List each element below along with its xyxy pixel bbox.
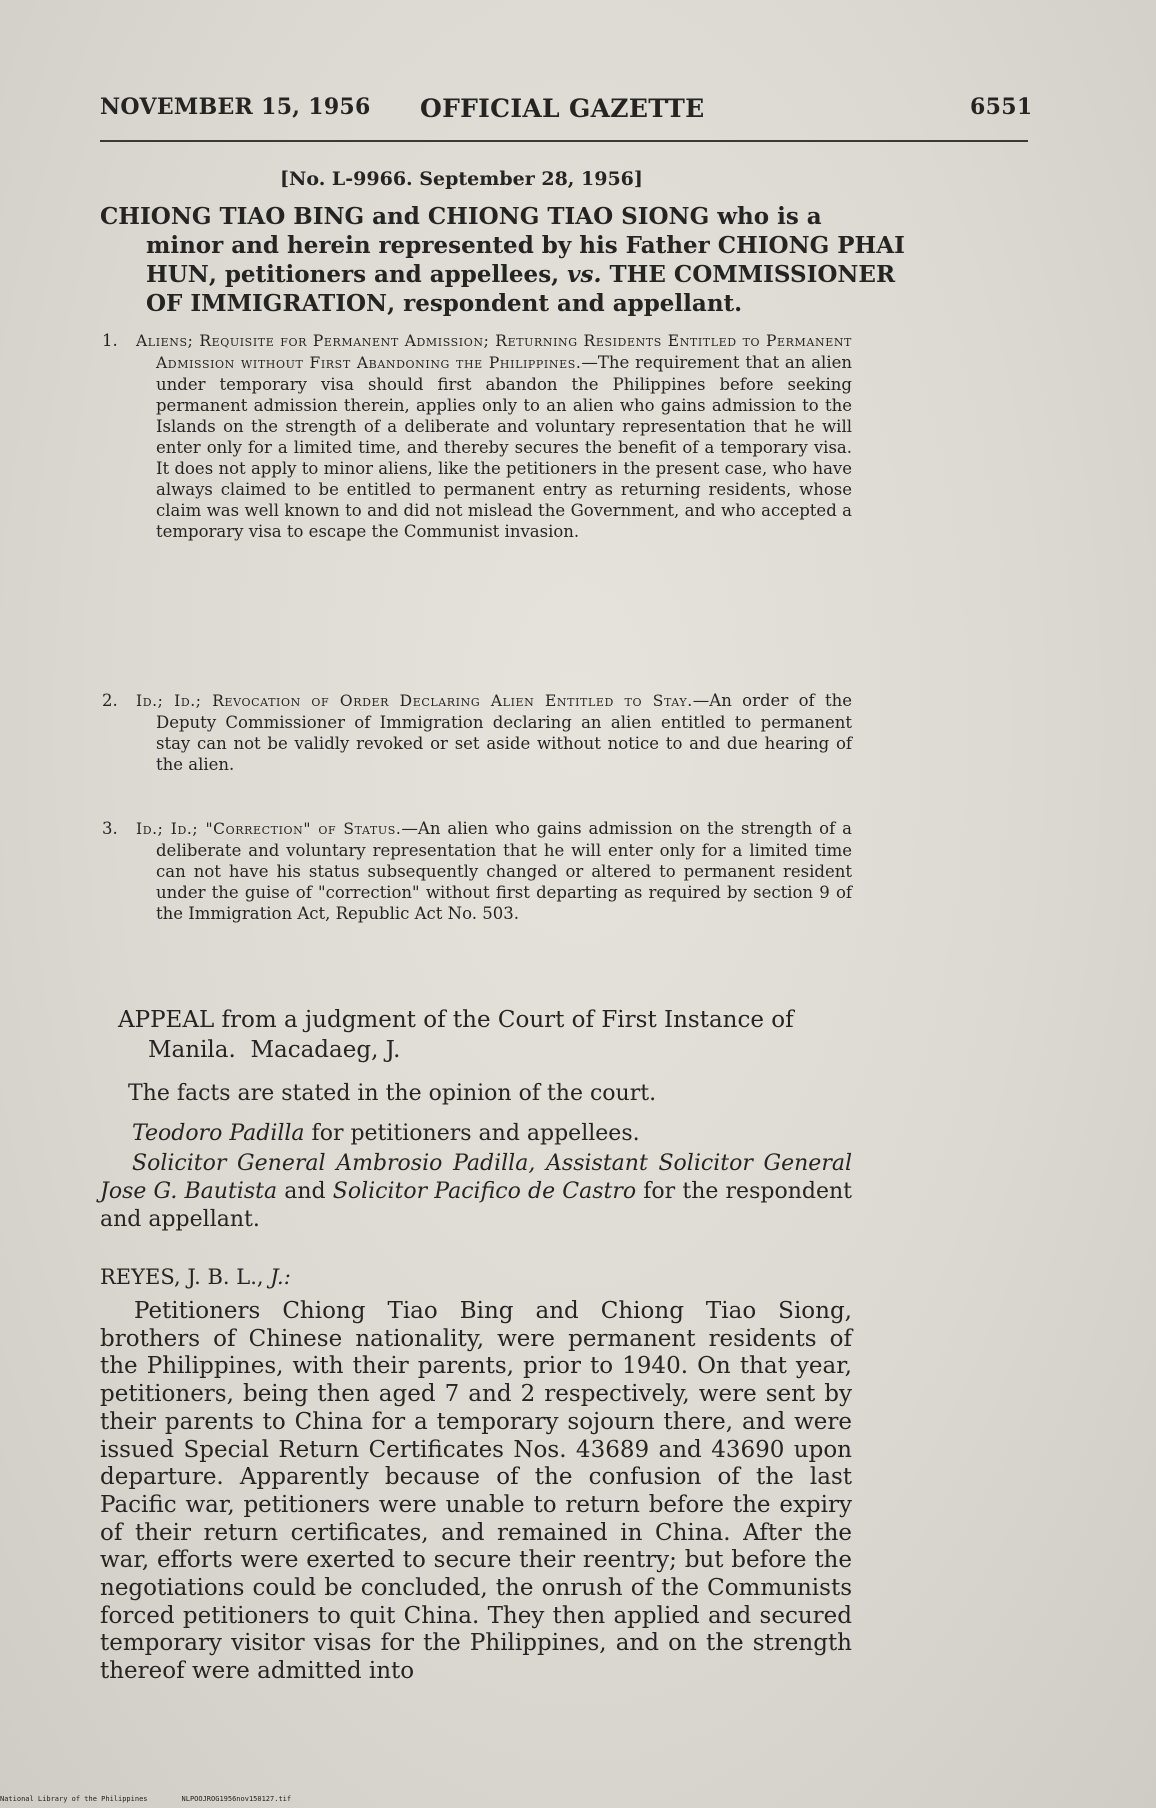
syllabus-heading: Id.; Id.; Revocation of Order Declaring Alien Entitled to Stay. [136,692,693,710]
trial-judge: Macadaeg, J. [250,1037,401,1063]
counsel-appellant: Solicitor General Ambrosio Padilla, Assistant Solicitor General Jose G. Bautista and Solicitor Pacifico de Castro for the respondent and appellant. [100,1151,852,1232]
case-parties: CHIONG TIAO BING and CHIONG TIAO SIONG who is a minor and herein represented by his Father CHIONG PHAI HUN, petitioners and appellees, vs. THE COMMISSIONER OF IMMIGRATION, respondent and appellant. [100,203,905,317]
party-name: CHIONG TIAO BING [100,203,365,230]
scan-footer: National Library of the Philippines NLPOOJROG1956nov150127.tif [0,1795,292,1803]
party-name: CHIONG PHAI HUN [146,232,905,288]
case-number: [No. L-9966. September 28, 1956] [280,168,643,190]
syllabus-number: 2. [102,691,118,710]
syllabus-heading: Id.; Id.; "Correction" of Status. [136,820,402,838]
opinion-text: Petitioners Chiong Tiao Bing and Chiong Tiao Siong, brothers of Chinese nationality, were permanent residents of the Philippines, with their parents, prior to 1940. On that year, petitioners, being then aged 7 and 2 respectively, were sent by their parents to China for a temporary sojourn there, and were issued Special Return Certificates Nos. 43689 and 43690 upon departure. Apparently because of the confusion of the last Pacific war, petitioners were unable to return before the expiry of their return certificates, and remained in China. After the war, efforts were exerted to secure their reentry; but before the negotiations could be concluded, the onrush of the Communists forced petitioners to quit China. They then applied and secured temporary visitor visas for the Philippines, and on the strength thereof were admitted into [100,1298,852,1685]
ponente: REYES, J. B. L., J.: [100,1265,291,1289]
syllabus-number: 3. [102,819,118,838]
syllabus-item [102,330,852,542]
header-title: OFFICIAL GAZETTE [420,94,705,123]
syllabus-number: 1. [102,331,118,350]
header-rule [100,140,1028,142]
syllabus-item [102,818,852,924]
header-date: NOVEMBER 15, 1956 [100,94,371,120]
syllabus-item [102,690,852,775]
syllabus-heading: Aliens; Requisite for Permanent Admission; Returning Residents Entitled to Permanent Admission without First Abandoning the Philippines. [136,332,852,372]
counsel-appellees: Teodoro Padilla for petitioners and appellees. [132,1121,640,1146]
facts-statement: The facts are stated in the opinion of the court. [128,1081,657,1106]
page-number: 6551 [970,94,1033,120]
syllabus-text: —The requirement that an alien under temporary visa should first abandon the Philippines before seeking permanent admission therein, applies only to an alien who gains admission to the Islands on the strength of a deliberate and voluntary representation that he will enter only for a limited time, and thereby secures the benefit of a temporary visa. It does not apply to minor aliens, like the petitioners in the present case, who have always claimed to be entitled to permanent entry as returning residents, whose claim was well known to and did not mislead the Government, and who accepted a temporary visa to escape the Communist invasion. [156,353,852,541]
syllabus-text: —An alien who gains admission on the strength of a deliberate and voluntary representation that he will enter only for a limited time can not have his status subsequently changed or altered to permanent resident under the guise of "correction" without first departing as required by section 9 of the Immigration Act, Republic Act No. 503. [156,819,852,923]
party-name: THE COMMISSIONER OF IMMIGRATION [146,261,896,317]
syllabus-text: —An order of the Deputy Commissioner of Immigration declaring an alien entitled to permanent stay can not be validly revoked or set aside without notice to and due hearing of the alien. [156,691,852,774]
party-name: CHIONG TIAO SIONG [427,203,710,230]
appeal-line: APPEAL from a judgment of the Court of First Instance of Manila. Macadaeg, J. [118,1007,794,1063]
